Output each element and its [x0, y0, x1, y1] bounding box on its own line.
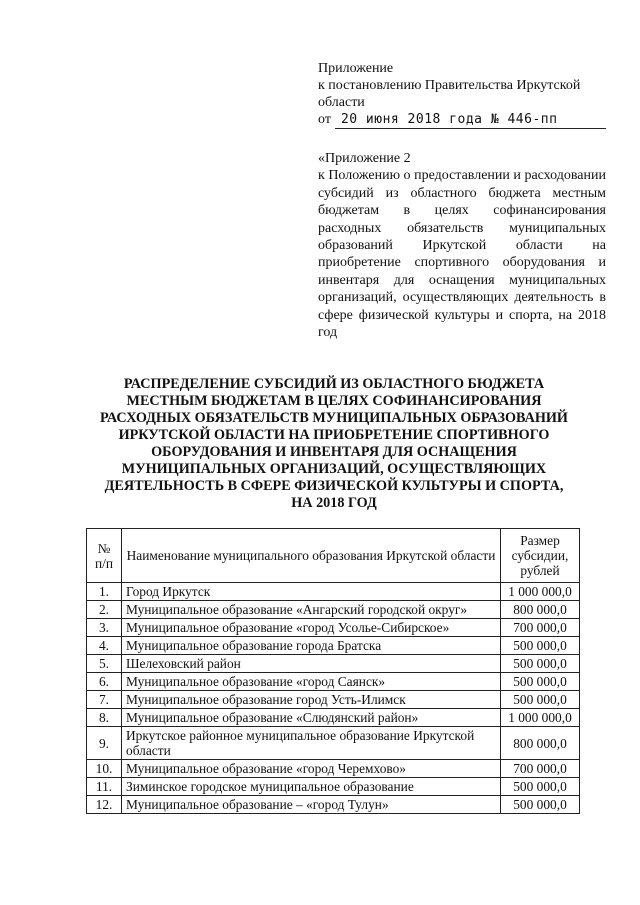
- row-amount: 800 000,0: [501, 601, 580, 619]
- table-row: [87, 760, 580, 778]
- row-number: 12.: [87, 796, 122, 814]
- row-municipality: Шелеховский район: [122, 655, 501, 673]
- appendix-label: Приложение: [318, 61, 394, 76]
- table-row: [87, 655, 580, 673]
- table-row: [87, 727, 580, 760]
- row-number: 6.: [87, 673, 122, 691]
- row-amount: 800 000,0: [501, 727, 580, 760]
- appendix2-title: «Приложение 2: [318, 151, 411, 166]
- appendix-decree-reference: к постановлению Правительства Иркутской: [318, 78, 581, 93]
- row-municipality: Муниципальное образование «город Черемхово»: [122, 760, 501, 778]
- row-municipality: Муниципальное образование город Усть-Илимск: [122, 691, 501, 709]
- row-amount: 500 000,0: [501, 691, 580, 709]
- row-municipality: Город Иркутск: [122, 583, 501, 601]
- decree-date-number: 20 июня 2018 года № 446-пп: [335, 111, 606, 129]
- table-row: [87, 601, 580, 619]
- row-municipality: Муниципальное образование «Слюдянский район»: [122, 709, 501, 727]
- appendix-header: [318, 60, 606, 129]
- subsidy-table: [86, 528, 580, 814]
- row-amount: 500 000,0: [501, 655, 580, 673]
- table-row: [87, 619, 580, 637]
- header-amount: Размер субсидии, рублей: [501, 529, 580, 583]
- row-municipality: Муниципальное образование «город Саянск»: [122, 673, 501, 691]
- row-number: 9.: [87, 727, 122, 760]
- table-row: [87, 637, 580, 655]
- row-number: 11.: [87, 778, 122, 796]
- row-amount: 700 000,0: [501, 760, 580, 778]
- row-number: 1.: [87, 583, 122, 601]
- row-number: 10.: [87, 760, 122, 778]
- table-row: [87, 796, 580, 814]
- table-header-row: [87, 529, 580, 583]
- decree-prefix: от: [318, 112, 331, 127]
- header-municipality: Наименование муниципального образования Иркутской области: [122, 529, 501, 583]
- row-municipality: Муниципальное образование «Ангарский городской округ»: [122, 601, 501, 619]
- table-row: [87, 709, 580, 727]
- table-row: [87, 691, 580, 709]
- row-number: 3.: [87, 619, 122, 637]
- row-municipality: Иркутское районное муниципальное образование Иркутской области: [122, 727, 501, 760]
- row-amount: 500 000,0: [501, 637, 580, 655]
- appendix-region: области: [318, 95, 365, 110]
- row-amount: 700 000,0: [501, 619, 580, 637]
- row-amount: 1 000 000,0: [501, 709, 580, 727]
- appendix2-header: [318, 150, 606, 341]
- table-row: [87, 583, 580, 601]
- appendix2-reference: к Положению о предоставлении и расходовании субсидий из областного бюджета местным бюджетам в целях софинансирования расходных обязательств муниципальных образований Иркутской области на приобретение спортивного оборудования и инвентаря для оснащения муниципальных организаций, осуществляющих деятельность в сфере физической культуры и спорта, на 2018 год: [318, 168, 606, 341]
- row-number: 2.: [87, 601, 122, 619]
- row-number: 7.: [87, 691, 122, 709]
- row-number: 8.: [87, 709, 122, 727]
- table-row: [87, 673, 580, 691]
- row-municipality: Зиминское городское муниципальное образование: [122, 778, 501, 796]
- row-amount: 500 000,0: [501, 673, 580, 691]
- row-municipality: Муниципальное образование города Братска: [122, 637, 501, 655]
- row-amount: 500 000,0: [501, 796, 580, 814]
- row-amount: 1 000 000,0: [501, 583, 580, 601]
- decree-date-line: [318, 111, 606, 129]
- row-amount: 500 000,0: [501, 778, 580, 796]
- header-number: № п/п: [87, 529, 122, 583]
- table-row: [87, 778, 580, 796]
- row-number: 5.: [87, 655, 122, 673]
- row-municipality: Муниципальное образование «город Усолье-Сибирское»: [122, 619, 501, 637]
- document-heading: РАСПРЕДЕЛЕНИЕ СУБСИДИЙ ИЗ ОБЛАСТНОГО БЮДЖЕТА МЕСТНЫМ БЮДЖЕТАМ В ЦЕЛЯХ СОФИНАНСИРОВАНИЯ РАСХОДНЫХ ОБЯЗАТЕЛЬСТВ МУНИЦИПАЛЬНЫХ ОБРАЗОВАНИЙ ИРКУТСКОЙ ОБЛАСТИ НА ПРИОБРЕТЕНИЕ СПОРТИВНОГО ОБОРУДОВАНИЯ И ИНВЕНТАРЯ ДЛЯ ОСНАЩЕНИЯ МУНИЦИПАЛЬНЫХ ОРГАНИЗАЦИЙ, ОСУЩЕСТВЛЯЮЩИХ ДЕЯТЕЛЬНОСТЬ В СФЕРЕ ФИЗИЧЕСКОЙ КУЛЬТУРЫ И СПОРТА, НА 2018 ГОД: [100, 376, 568, 511]
- row-number: 4.: [87, 637, 122, 655]
- row-municipality: Муниципальное образование – «город Тулун»: [122, 796, 501, 814]
